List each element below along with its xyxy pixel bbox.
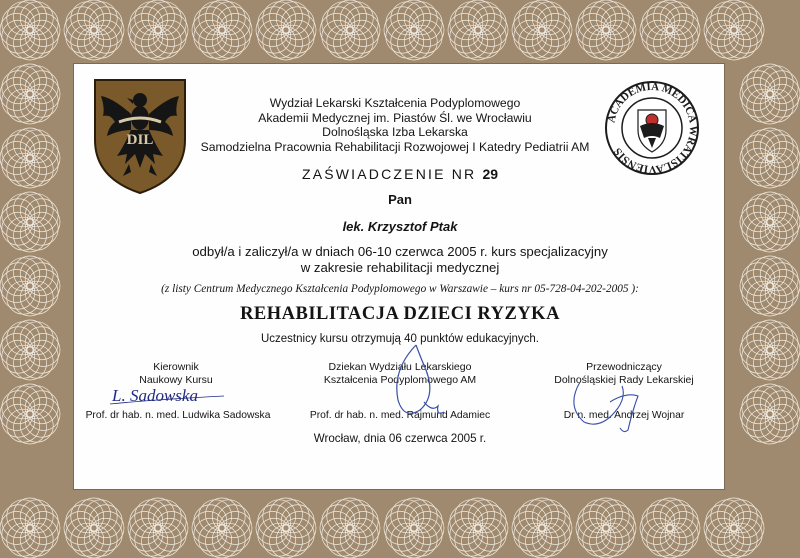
handwritten-signature-1 (108, 382, 228, 408)
header-line-4: Samodzielna Pracownia Rehabilitacji Rozwojowej I Katedry Pediatrii AM (200, 139, 590, 154)
signature-role-line-2: Naukowy Kursu (139, 373, 213, 386)
points-note: Uczestnicy kursu otrzymują 40 punktów edukacyjnych. (260, 333, 540, 345)
certificate-label: ZAŚWIADCZENIE NR (301, 166, 477, 182)
issuer-header (160, 96, 630, 154)
course-description (0, 244, 800, 275)
handwritten-signature-3 (566, 372, 656, 436)
signature-role-line-1: Kierownik (153, 361, 199, 373)
course-title: REHABILITACJA DZIECI RYZYKA (240, 304, 560, 324)
header-line-2: Akademii Medycznej im. Piastów Śl. we Wrocławiu (258, 110, 532, 125)
signature-name-1: Prof. dr hab. n. med. Ludwika Sadowska (85, 410, 271, 421)
certificate-number: 29 (482, 166, 499, 182)
header-line-3: Dolnośląska Izba Lekarska (322, 125, 468, 140)
signature-role-line-2: Kształcenia Podyplomowego AM (323, 373, 477, 386)
course-line-1: odbył/a i zaliczył/a w dniach 06-10 czerwca 2005 r. kurs specjalizacyjny (192, 244, 608, 259)
signature-role-line-1: Dziekan Wydziału Lekarskiego (328, 361, 472, 373)
handwritten-signature-2 (386, 340, 456, 430)
signature-name-3: Dr n. med. Andrzej Wojnar (563, 410, 685, 421)
signature-name-2: Prof. dr hab. n. med. Rajmund Adamiec (309, 410, 491, 421)
salutation: Pan (388, 192, 412, 207)
signature-role-line-1: Przewodniczący (586, 361, 662, 373)
issue-date: Wrocław, dnia 06 czerwca 2005 r. (313, 432, 487, 445)
recipient-name: lek. Krzysztof Ptak (342, 219, 458, 234)
course-line-2: w zakresie rehabilitacji medycznej (300, 259, 500, 275)
seal-ring-text: ACADEMIA MEDICA WRATISLAVIENSIS (605, 80, 700, 176)
signature-role-line-2: Dolnośląskiej Rady Lekarskiej (554, 373, 694, 386)
svg-text:L. Sadowska: L. Sadowska (112, 386, 198, 405)
coat-letters: DIL (126, 132, 154, 148)
course-list-note: (z listy Centrum Medycznego Kształcenia Podyplomowego w Warszawie – kurs nr 05-728-04-202-2005 ): (161, 283, 639, 295)
header-line-1: Wydział Lekarski Kształcenia Podyplomowego (269, 96, 521, 110)
certificate-heading (0, 166, 800, 182)
